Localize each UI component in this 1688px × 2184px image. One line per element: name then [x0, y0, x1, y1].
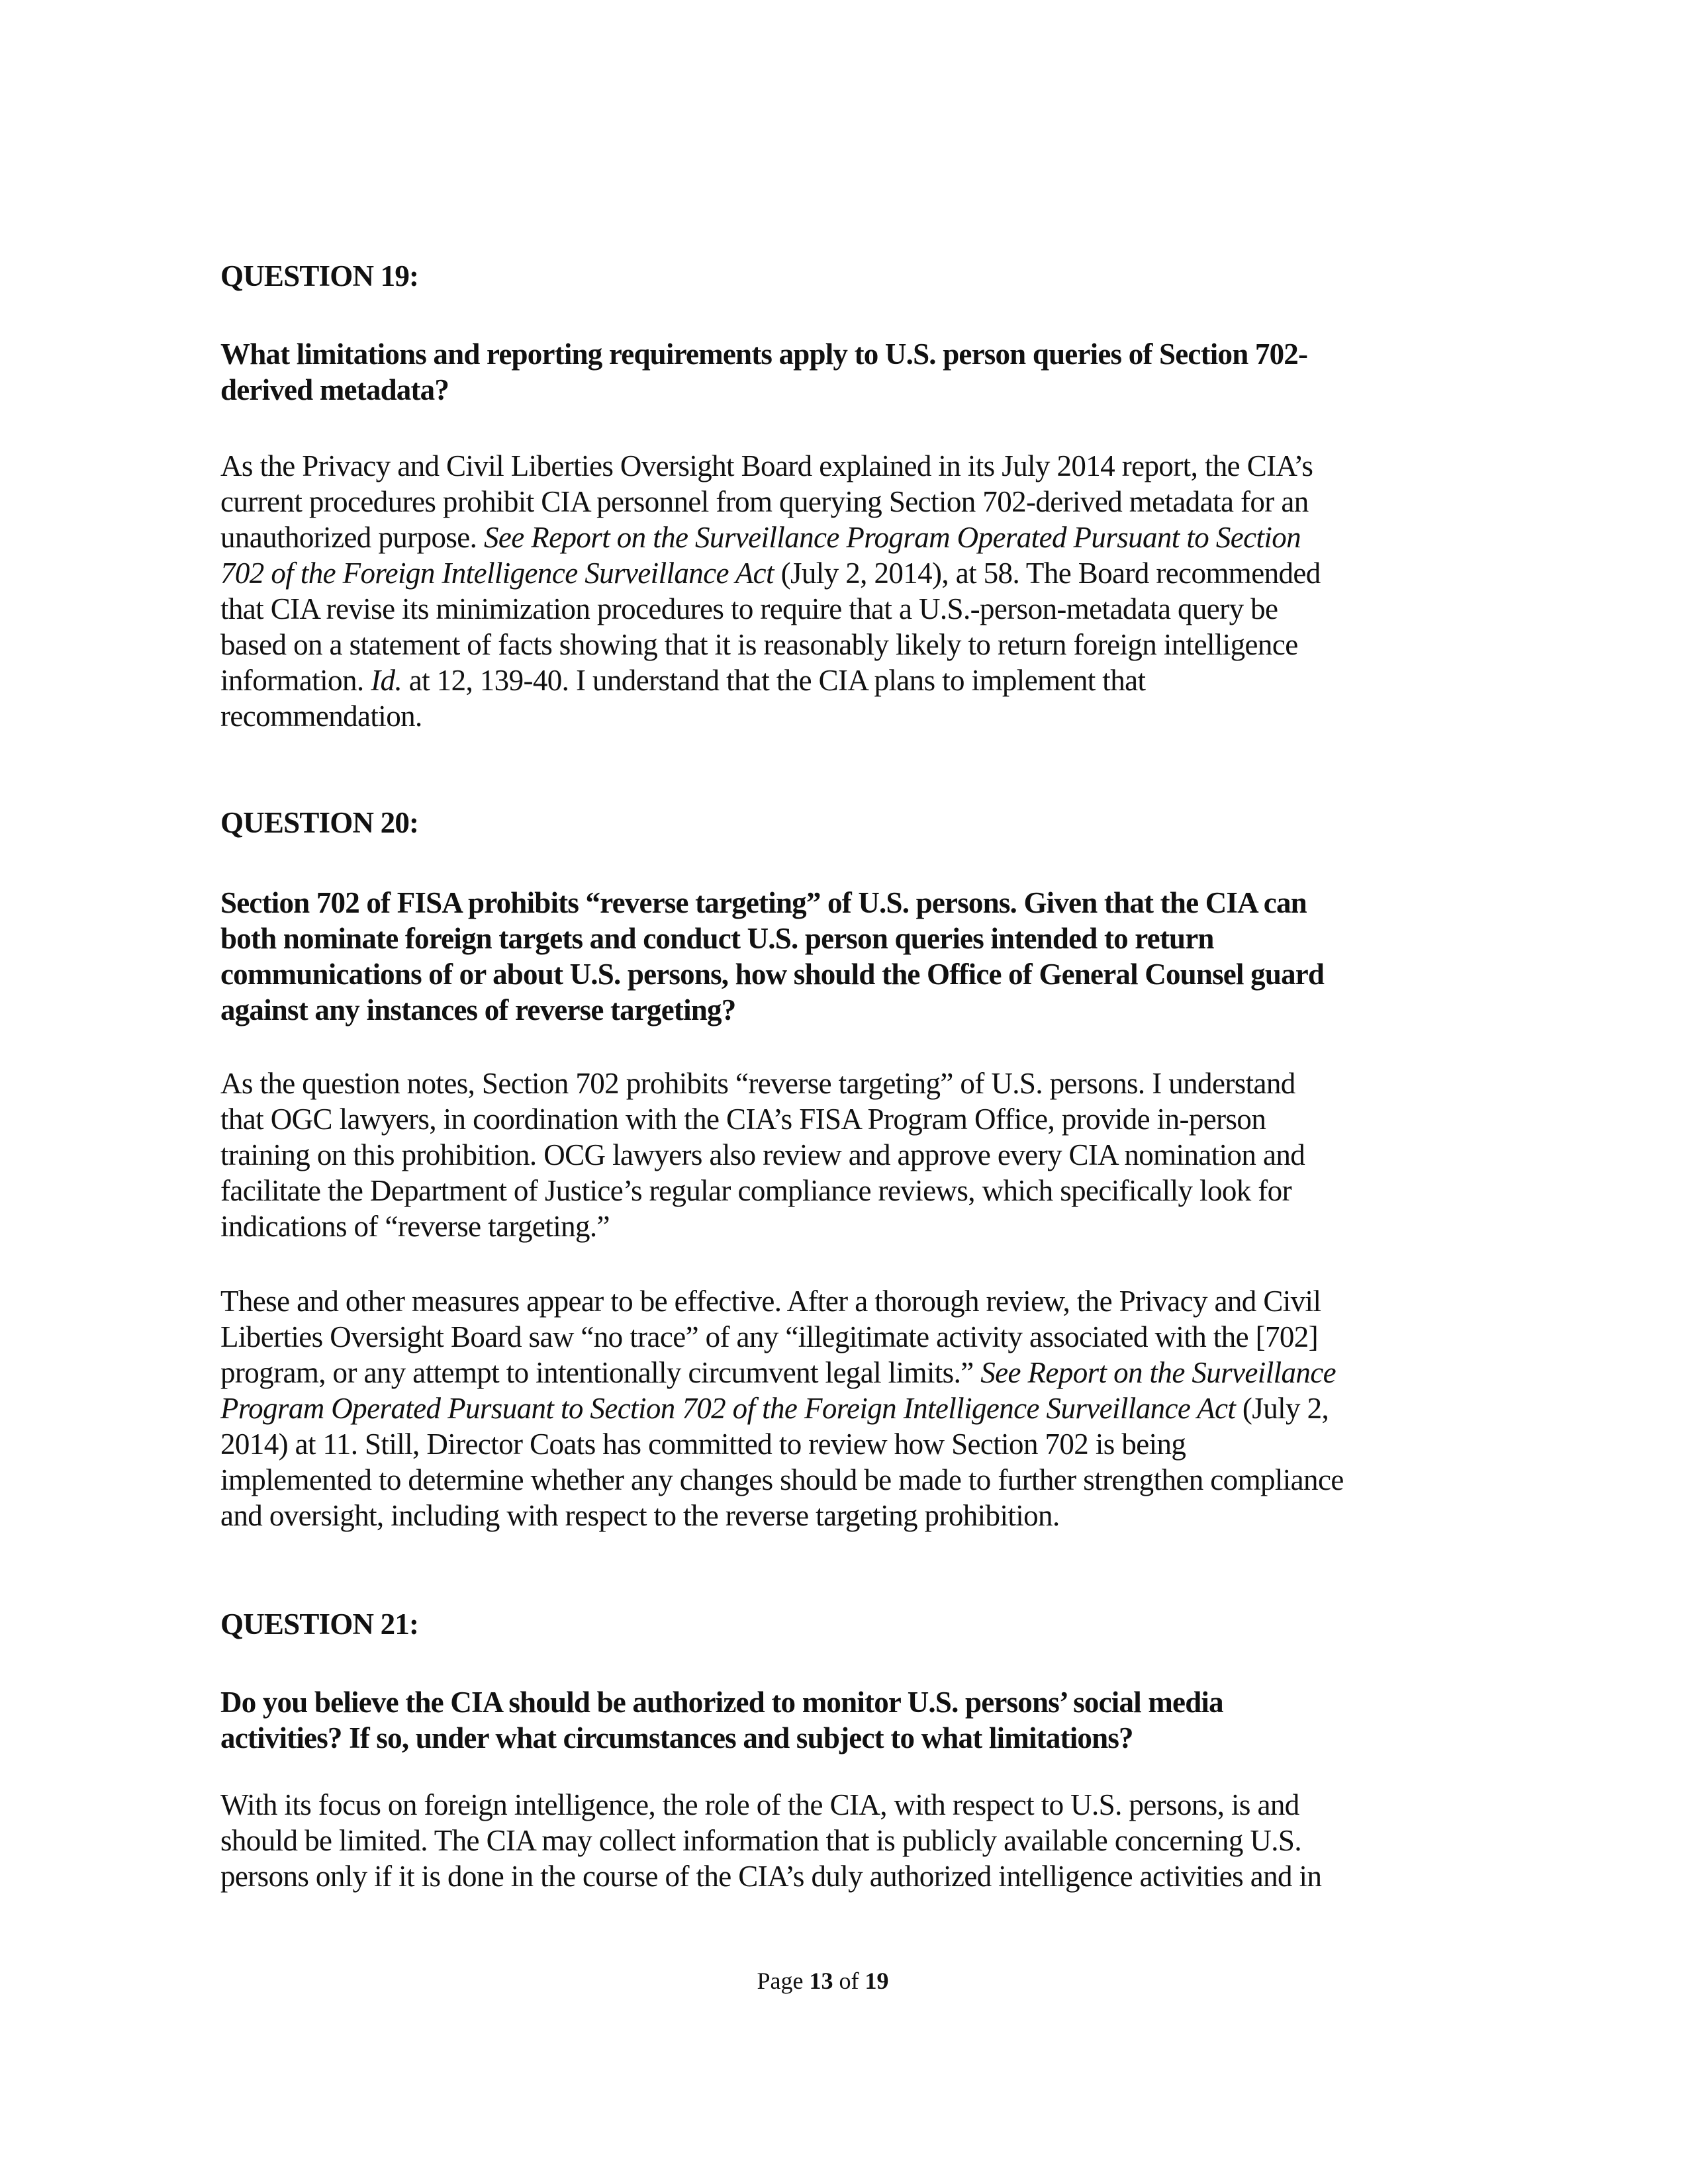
text-segment: Section 702 of FISA prohibits “reverse targeting” of U.S. persons. Given that the CIA can — [220, 886, 1307, 919]
text-segment: derived metadata? — [220, 373, 449, 406]
text-line — [220, 992, 1478, 1028]
text-line — [220, 1101, 1478, 1137]
text-segment: indications of “reverse targeting.” — [220, 1210, 610, 1243]
question-text — [220, 885, 1478, 1028]
text-segment: (July 2, 2014), at 58. The Board recommended — [773, 557, 1321, 590]
text-segment: information. — [220, 664, 371, 697]
text-line — [220, 591, 1478, 627]
text-segment: QUESTION 20: — [220, 806, 419, 839]
text-line — [220, 1208, 1478, 1244]
total-pages: 19 — [865, 1968, 889, 1994]
question-heading — [220, 805, 1478, 841]
text-line — [220, 1137, 1478, 1173]
text-segment: and oversight, including with respect to the reverse targeting prohibition. — [220, 1499, 1060, 1532]
text-line — [220, 885, 1478, 921]
text-line — [220, 258, 1478, 294]
of-label: of — [839, 1968, 859, 1994]
text-segment: that OGC lawyers, in coordination with the CIA’s FISA Program Office, provide in-person — [220, 1103, 1266, 1136]
text-line — [220, 1173, 1478, 1208]
answer-paragraph — [220, 448, 1478, 734]
text-line — [220, 698, 1478, 734]
text-segment: training on this prohibition. OCG lawyers also review and approve every CIA nomination and — [220, 1138, 1305, 1171]
text-line — [220, 956, 1478, 992]
text-segment: QUESTION 21: — [220, 1608, 419, 1641]
text-segment: current procedures prohibit CIA personnel from querying Section 702-derived metadata for an — [220, 485, 1309, 518]
text-segment: at 12, 139-40. I understand that the CIA plans to implement that — [402, 664, 1146, 697]
text-line — [220, 1498, 1478, 1533]
text-line — [220, 1066, 1478, 1101]
text-segment: QUESTION 19: — [220, 259, 419, 293]
text-segment: Liberties Oversight Board saw “no trace” of any “illegitimate activity associated with the [702] — [220, 1320, 1319, 1353]
text-line — [220, 627, 1478, 662]
text-line — [220, 1823, 1478, 1858]
text-line — [220, 1390, 1478, 1426]
text-segment: should be limited. The CIA may collect information that is publicly available concerning U.S. — [220, 1824, 1301, 1857]
text-segment: As the Privacy and Civil Liberties Oversight Board explained in its July 2014 report, the CIA’s — [220, 449, 1313, 482]
text-segment: implemented to determine whether any changes should be made to further strengthen compliance — [220, 1463, 1344, 1496]
text-segment: What limitations and reporting requirements apply to U.S. person queries of Section 702- — [220, 338, 1308, 371]
text-line — [220, 805, 1478, 841]
italic-citation: See Report on the Surveillance Program Operated Pursuant to Section — [483, 521, 1301, 554]
text-segment: Do you believe the CIA should be authorized to monitor U.S. persons’ social media — [220, 1686, 1223, 1719]
text-line — [220, 1355, 1478, 1390]
text-line — [220, 921, 1478, 956]
text-segment: activities? If so, under what circumstances and subject to what limitations? — [220, 1721, 1133, 1754]
text-line — [220, 1319, 1478, 1355]
italic-citation: See Report on the Surveillance — [980, 1356, 1336, 1389]
answer-paragraph — [220, 1066, 1478, 1244]
italic-citation: Program Operated Pursuant to Section 702 of the Foreign Intelligence Surveillance Act — [220, 1392, 1236, 1425]
text-line — [220, 1858, 1478, 1894]
answer-paragraph — [220, 1787, 1478, 1894]
text-segment: (July 2, — [1235, 1392, 1329, 1425]
text-line — [220, 372, 1478, 408]
text-line — [220, 448, 1478, 484]
text-line — [220, 1606, 1478, 1642]
page-number: 13 — [809, 1968, 833, 1994]
text-segment: With its focus on foreign intelligence, the role of the CIA, with respect to U.S. persons, is and — [220, 1788, 1299, 1821]
italic-citation: 702 of the Foreign Intelligence Surveillance Act — [220, 557, 774, 590]
italic-citation: Id. — [371, 664, 402, 697]
text-line — [220, 1426, 1478, 1462]
page-label: Page — [757, 1968, 804, 1994]
text-line — [220, 1787, 1478, 1823]
text-line — [220, 555, 1478, 591]
text-line — [220, 1720, 1478, 1756]
question-heading — [220, 258, 1478, 294]
text-segment: that CIA revise its minimization procedures to require that a U.S.-person-metadata query be — [220, 592, 1278, 625]
text-segment: persons only if it is done in the course of the CIA’s duly authorized intelligence activities and in — [220, 1860, 1322, 1893]
question-text — [220, 1684, 1478, 1756]
text-line — [220, 336, 1478, 372]
text-segment: As the question notes, Section 702 prohibits “reverse targeting” of U.S. persons. I understand — [220, 1067, 1295, 1100]
text-line — [220, 662, 1478, 698]
text-line — [220, 520, 1478, 555]
text-segment: These and other measures appear to be effective. After a thorough review, the Privacy and Civil — [220, 1285, 1321, 1318]
text-segment: both nominate foreign targets and conduct U.S. person queries intended to return — [220, 922, 1214, 955]
text-line — [220, 1684, 1478, 1720]
text-line — [220, 484, 1478, 520]
text-segment: recommendation. — [220, 700, 422, 733]
text-segment: against any instances of reverse targeting? — [220, 993, 736, 1026]
text-segment: communications of or about U.S. persons, how should the Office of General Counsel guard — [220, 958, 1325, 991]
text-line — [220, 1462, 1478, 1498]
text-segment: 2014) at 11. Still, Director Coats has committed to review how Section 702 is being — [220, 1428, 1186, 1461]
text-segment: unauthorized purpose. — [220, 521, 484, 554]
question-heading — [220, 1606, 1478, 1642]
text-segment: based on a statement of facts showing that it is reasonably likely to return foreign intelligence — [220, 628, 1298, 661]
answer-paragraph — [220, 1283, 1478, 1533]
question-text — [220, 336, 1478, 408]
page-footer — [0, 1964, 1646, 1997]
text-segment: facilitate the Department of Justice’s regular compliance reviews, which specifically look for — [220, 1174, 1291, 1207]
text-line — [220, 1283, 1478, 1319]
text-segment: program, or any attempt to intentionally circumvent legal limits.” — [220, 1356, 981, 1389]
